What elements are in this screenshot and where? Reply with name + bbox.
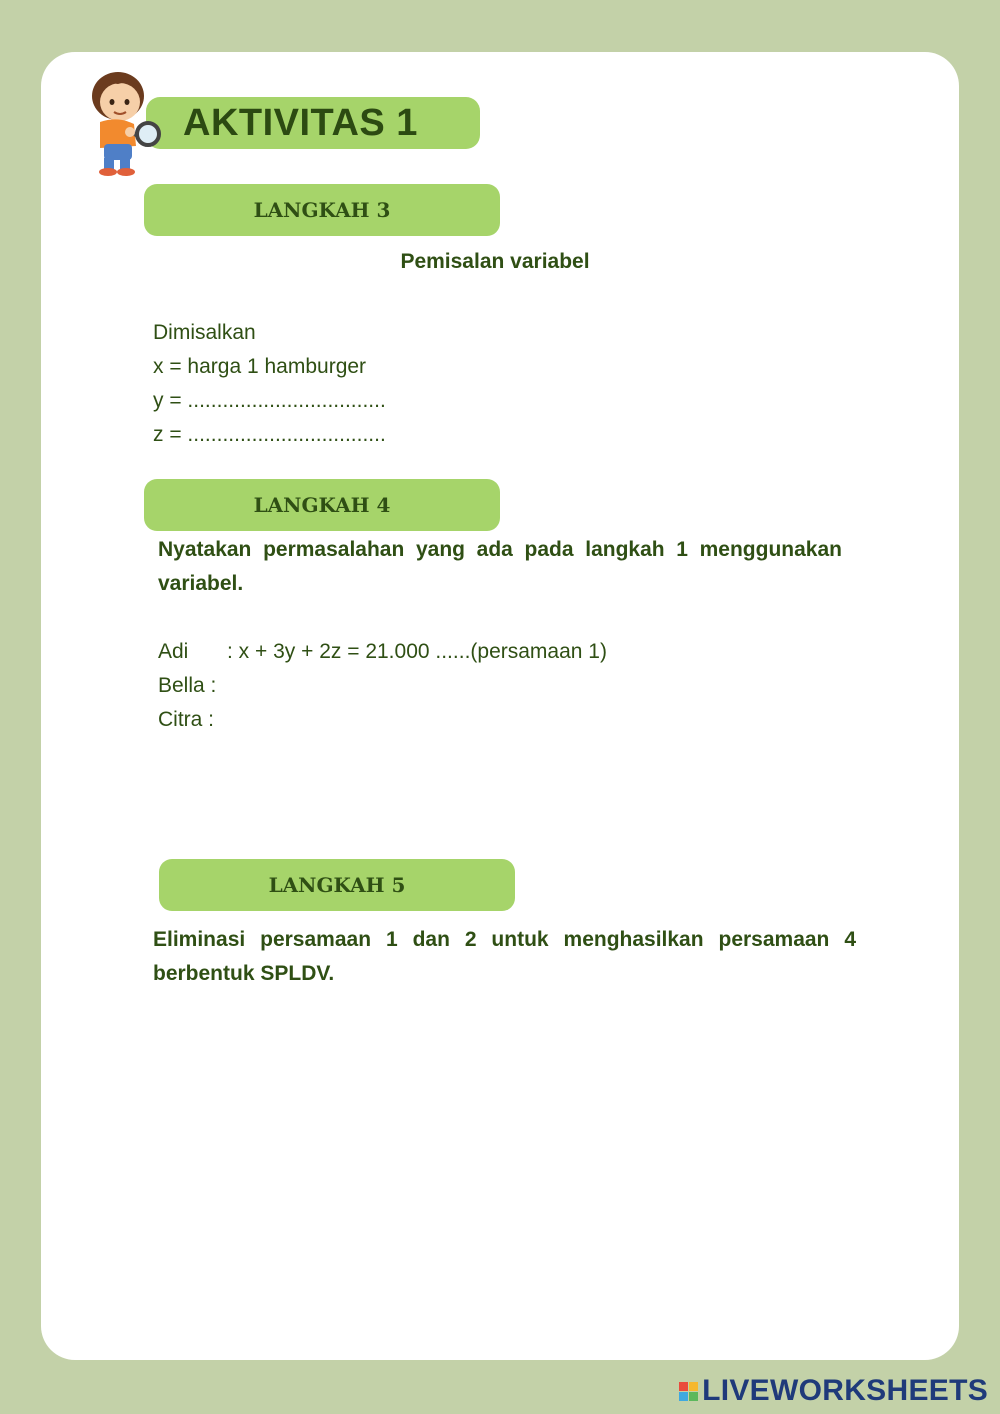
step4-banner	[144, 479, 500, 531]
step4-instruction: Nyatakan permasalahan yang ada pada langkah 1 menggunakan variabel.	[158, 538, 842, 595]
step5-label: LANGKAH 5	[268, 873, 406, 897]
adi-label: Adi	[158, 640, 189, 663]
step3-line-3: y = ..................................	[153, 389, 386, 412]
brand-name: LIVEWORKSHEETS	[702, 1374, 988, 1407]
step5-instruction: Eliminasi persamaan 1 dan 2 untuk menghasilkan persamaan 4 berbentuk SPLDV.	[153, 928, 856, 985]
bella-label: Bella :	[158, 674, 217, 697]
step4-label: LANGKAH 4	[253, 493, 391, 517]
step3-subtitle: Pemisalan variabel	[400, 250, 590, 273]
worksheet-card	[41, 52, 959, 1360]
boy-with-magnifying-glass-icon	[70, 66, 170, 178]
step3-label: LANGKAH 3	[253, 198, 391, 222]
step3-line-2: x = harga 1 hamburger	[153, 355, 367, 378]
liveworksheets-brand	[679, 1374, 988, 1408]
step3-line-1: Dimisalkan	[153, 321, 256, 344]
step3-banner	[144, 184, 500, 236]
adi-equation: : x + 3y + 2z = 21.000 ......(persamaan 1)	[227, 640, 607, 663]
citra-label: Citra :	[158, 708, 215, 731]
step3-line-4: z = ..................................	[153, 423, 386, 446]
liveworksheets-logo-icon	[679, 1382, 698, 1401]
step5-banner	[159, 859, 515, 911]
page-title: AKTIVITAS 1	[183, 102, 418, 144]
